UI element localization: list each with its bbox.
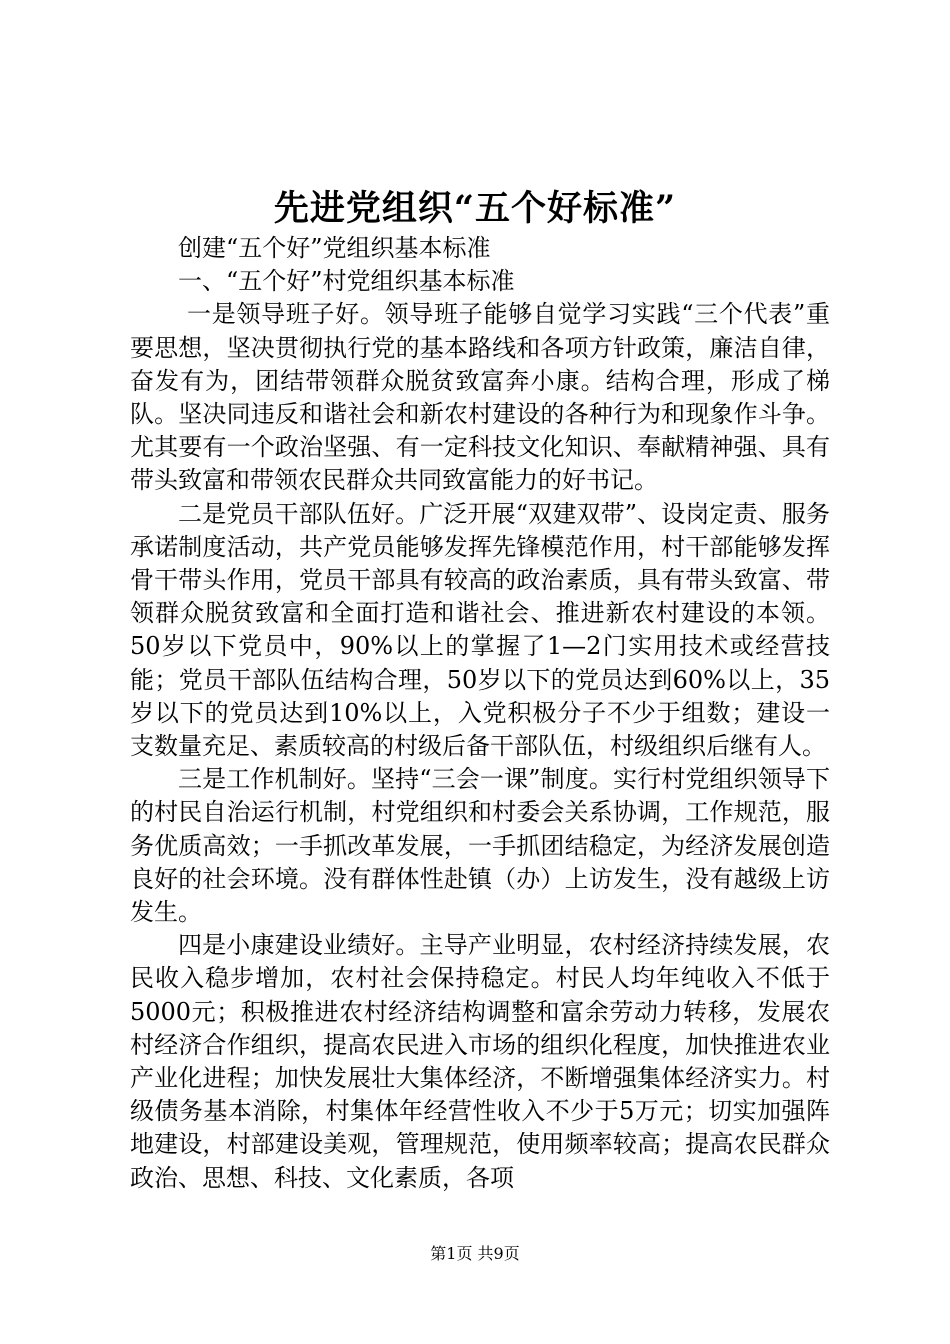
- paragraph-xiaokang-performance: 四是小康建设业绩好。主导产业明显，农村经济持续发展，农民收入稳步增加，农村社会保持稳定。村民人均年纯收入不低于5000元；积极推进农村经济结构调整和富余劳动力转移，发展农村经济合作组织，提高农民进入市场的组织化程度，加快推进农业产业化进程；加快发展壮大集体经济，不断增强集体经济实力。村级债务基本消除，村集体年经营性收入不少于5万元；切实加强阵地建设，村部建设美观，管理规范，使用频率较高；提高农民群众政治、思想、科技、文化素质，各项: [130, 931, 830, 1192]
- section-heading-main: 创建“五个好”党组织基本标准: [178, 234, 491, 262]
- paragraph-leadership: 一是领导班子好。领导班子能够自觉学习实践“三个代表”重要思想，坚决贯彻执行党的基本路线和各项方针政策，廉洁自律，奋发有为，团结带领群众脱贫致富奔小康。结构合理，形成了梯队。坚决同违反和谐社会和新农村建设的各种行为和现象作斗争。尤其要有一个政治坚强、有一定科技文化知识、奉献精神强、具有带头致富和带领农民群众共同致富能力的好书记。: [130, 300, 830, 495]
- paragraph-cadre-team: 二是党员干部队伍好。广泛开展“双建双带”、设岗定责、服务承诺制度活动，共产党员能够发挥先锋模范作用，村干部能够发挥骨干带头作用，党员干部具有较高的政治素质，具有带头致富、带领群众脱贫致富和全面打造和谐社会、推进新农村建设的本领。50岁以下党员中，90%以上的掌握了1—2门实用技术或经营技能；党员干部队伍结构合理，50岁以下的党员达到60%以上，35岁以下的党员达到10%以上，入党积极分子不少于组数；建设一支数量充足、素质较高的村级后备干部队伍，村级组织后继有人。: [130, 499, 830, 761]
- page-footer: 第1页 共9页: [430, 1244, 520, 1263]
- document-body: [130, 232, 830, 1195]
- paragraph-work-mechanism: 三是工作机制好。坚持“三会一课”制度。实行村党组织领导下的村民自治运行机制，村党组织和村委会关系协调，工作规范，服务优质高效；一手抓改革发展，一手抓团结稳定，为经济发展创造良好的社会环境。没有群体性赴镇（办）上访发生，没有越级上访发生。: [130, 765, 830, 927]
- document-title: 先进党组织“五个好标准”: [273, 188, 677, 229]
- section-heading-village: 一、“五个好”村党组织基本标准: [178, 267, 515, 296]
